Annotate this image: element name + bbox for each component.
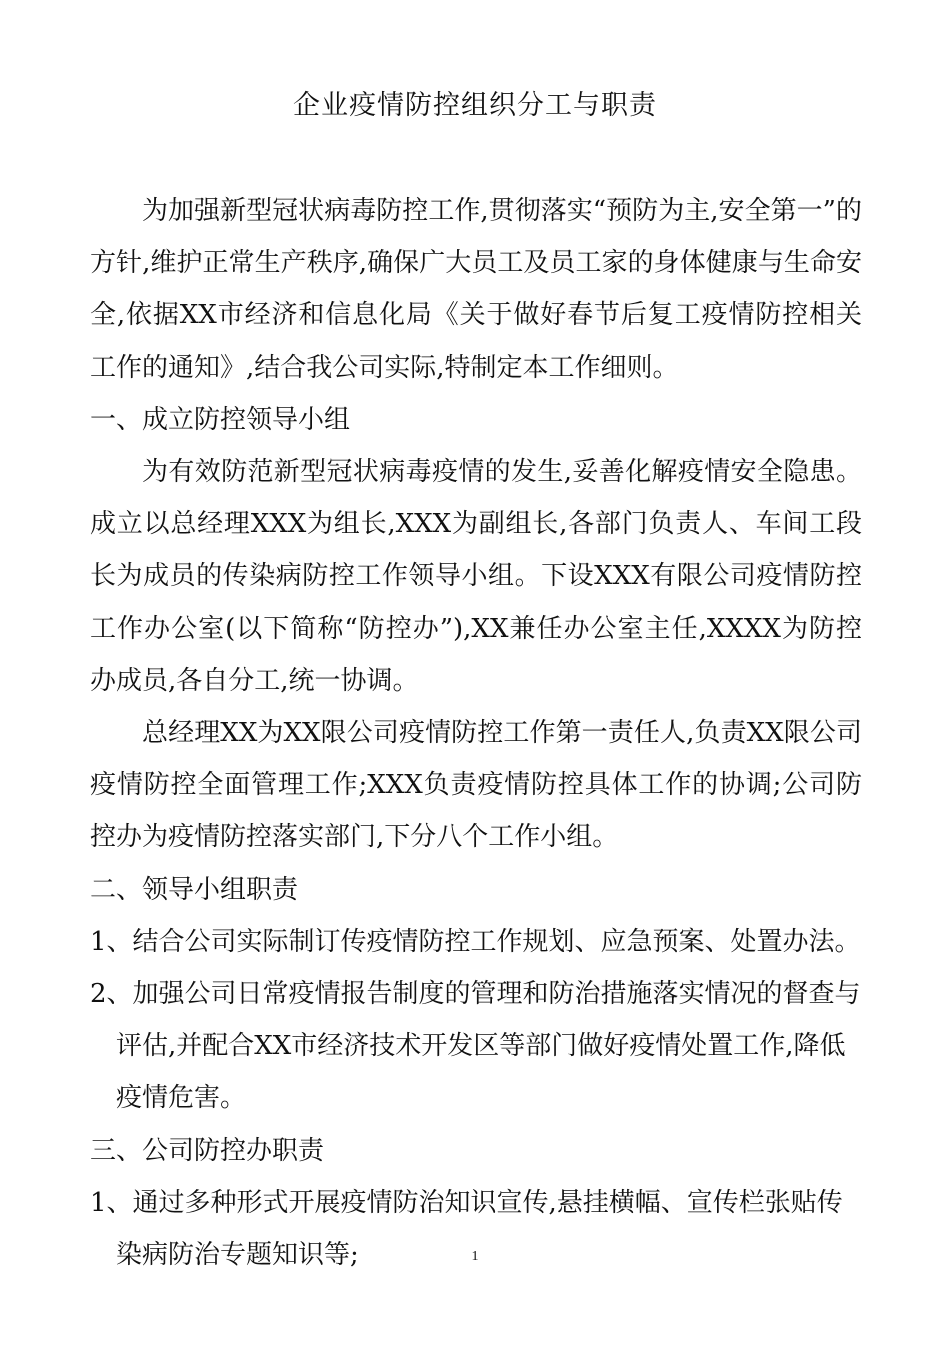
section-2-item-2: 2、加强公司日常疫情报告制度的管理和防治措施落实情况的督查与评估,并配合XX市经济技术开发区等部门做好疫情处置工作,降低疫情危害。: [90, 979, 861, 1114]
document-body: [90, 185, 862, 1281]
section-1-paragraph-2: 总经理XX为XX限公司疫情防控工作第一责任人,负责XX限公司疫情防控全面管理工作;XXX负责疫情防控具体工作的协调;公司防控办为疫情防控落实部门,下分八个工作小组。: [90, 718, 862, 853]
intro-paragraph: 为加强新型冠状病毒防控工作,贯彻落实“预防为主,安全第一”的方针,维护正常生产秩序,确保广大员工及员工家的身体健康与生命安全,依据XX市经济和信息化局《关于做好春节后复工疫情防控相关工作的通知》,结合我公司实际,特制定本工作细则。: [90, 196, 862, 383]
section-heading-2: 二、领导小组职责: [90, 874, 299, 905]
document-title: 企业疫情防控组织分工与职责: [293, 90, 657, 121]
section-2-item-1: 1、结合公司实际制订传疫情防控工作规划、应急预案、处置办法。: [90, 926, 861, 957]
section-heading-3: 三、公司防控办职责: [90, 1135, 325, 1166]
page-number: 1: [471, 1249, 479, 1264]
section-heading-1: 一、成立防控领导小组: [90, 404, 351, 435]
section-1-paragraph-1: 为有效防范新型冠状病毒疫情的发生,妥善化解疫情安全隐患。成立以总经理XXX为组长,XXX为副组长,各部门负责人、车间工段长为成员的传染病防控工作领导小组。下设XXX有限公司疫情防控工作办公室(以下简称“防控办”),XX兼任办公室主任,XXXX为防控办成员,各自分工,统一协调。: [90, 457, 862, 696]
section-3-item-1: 1、通过多种形式开展疫情防治知识宣传,悬挂横幅、宣传栏张贴传染病防治专题知识等;: [90, 1187, 843, 1271]
